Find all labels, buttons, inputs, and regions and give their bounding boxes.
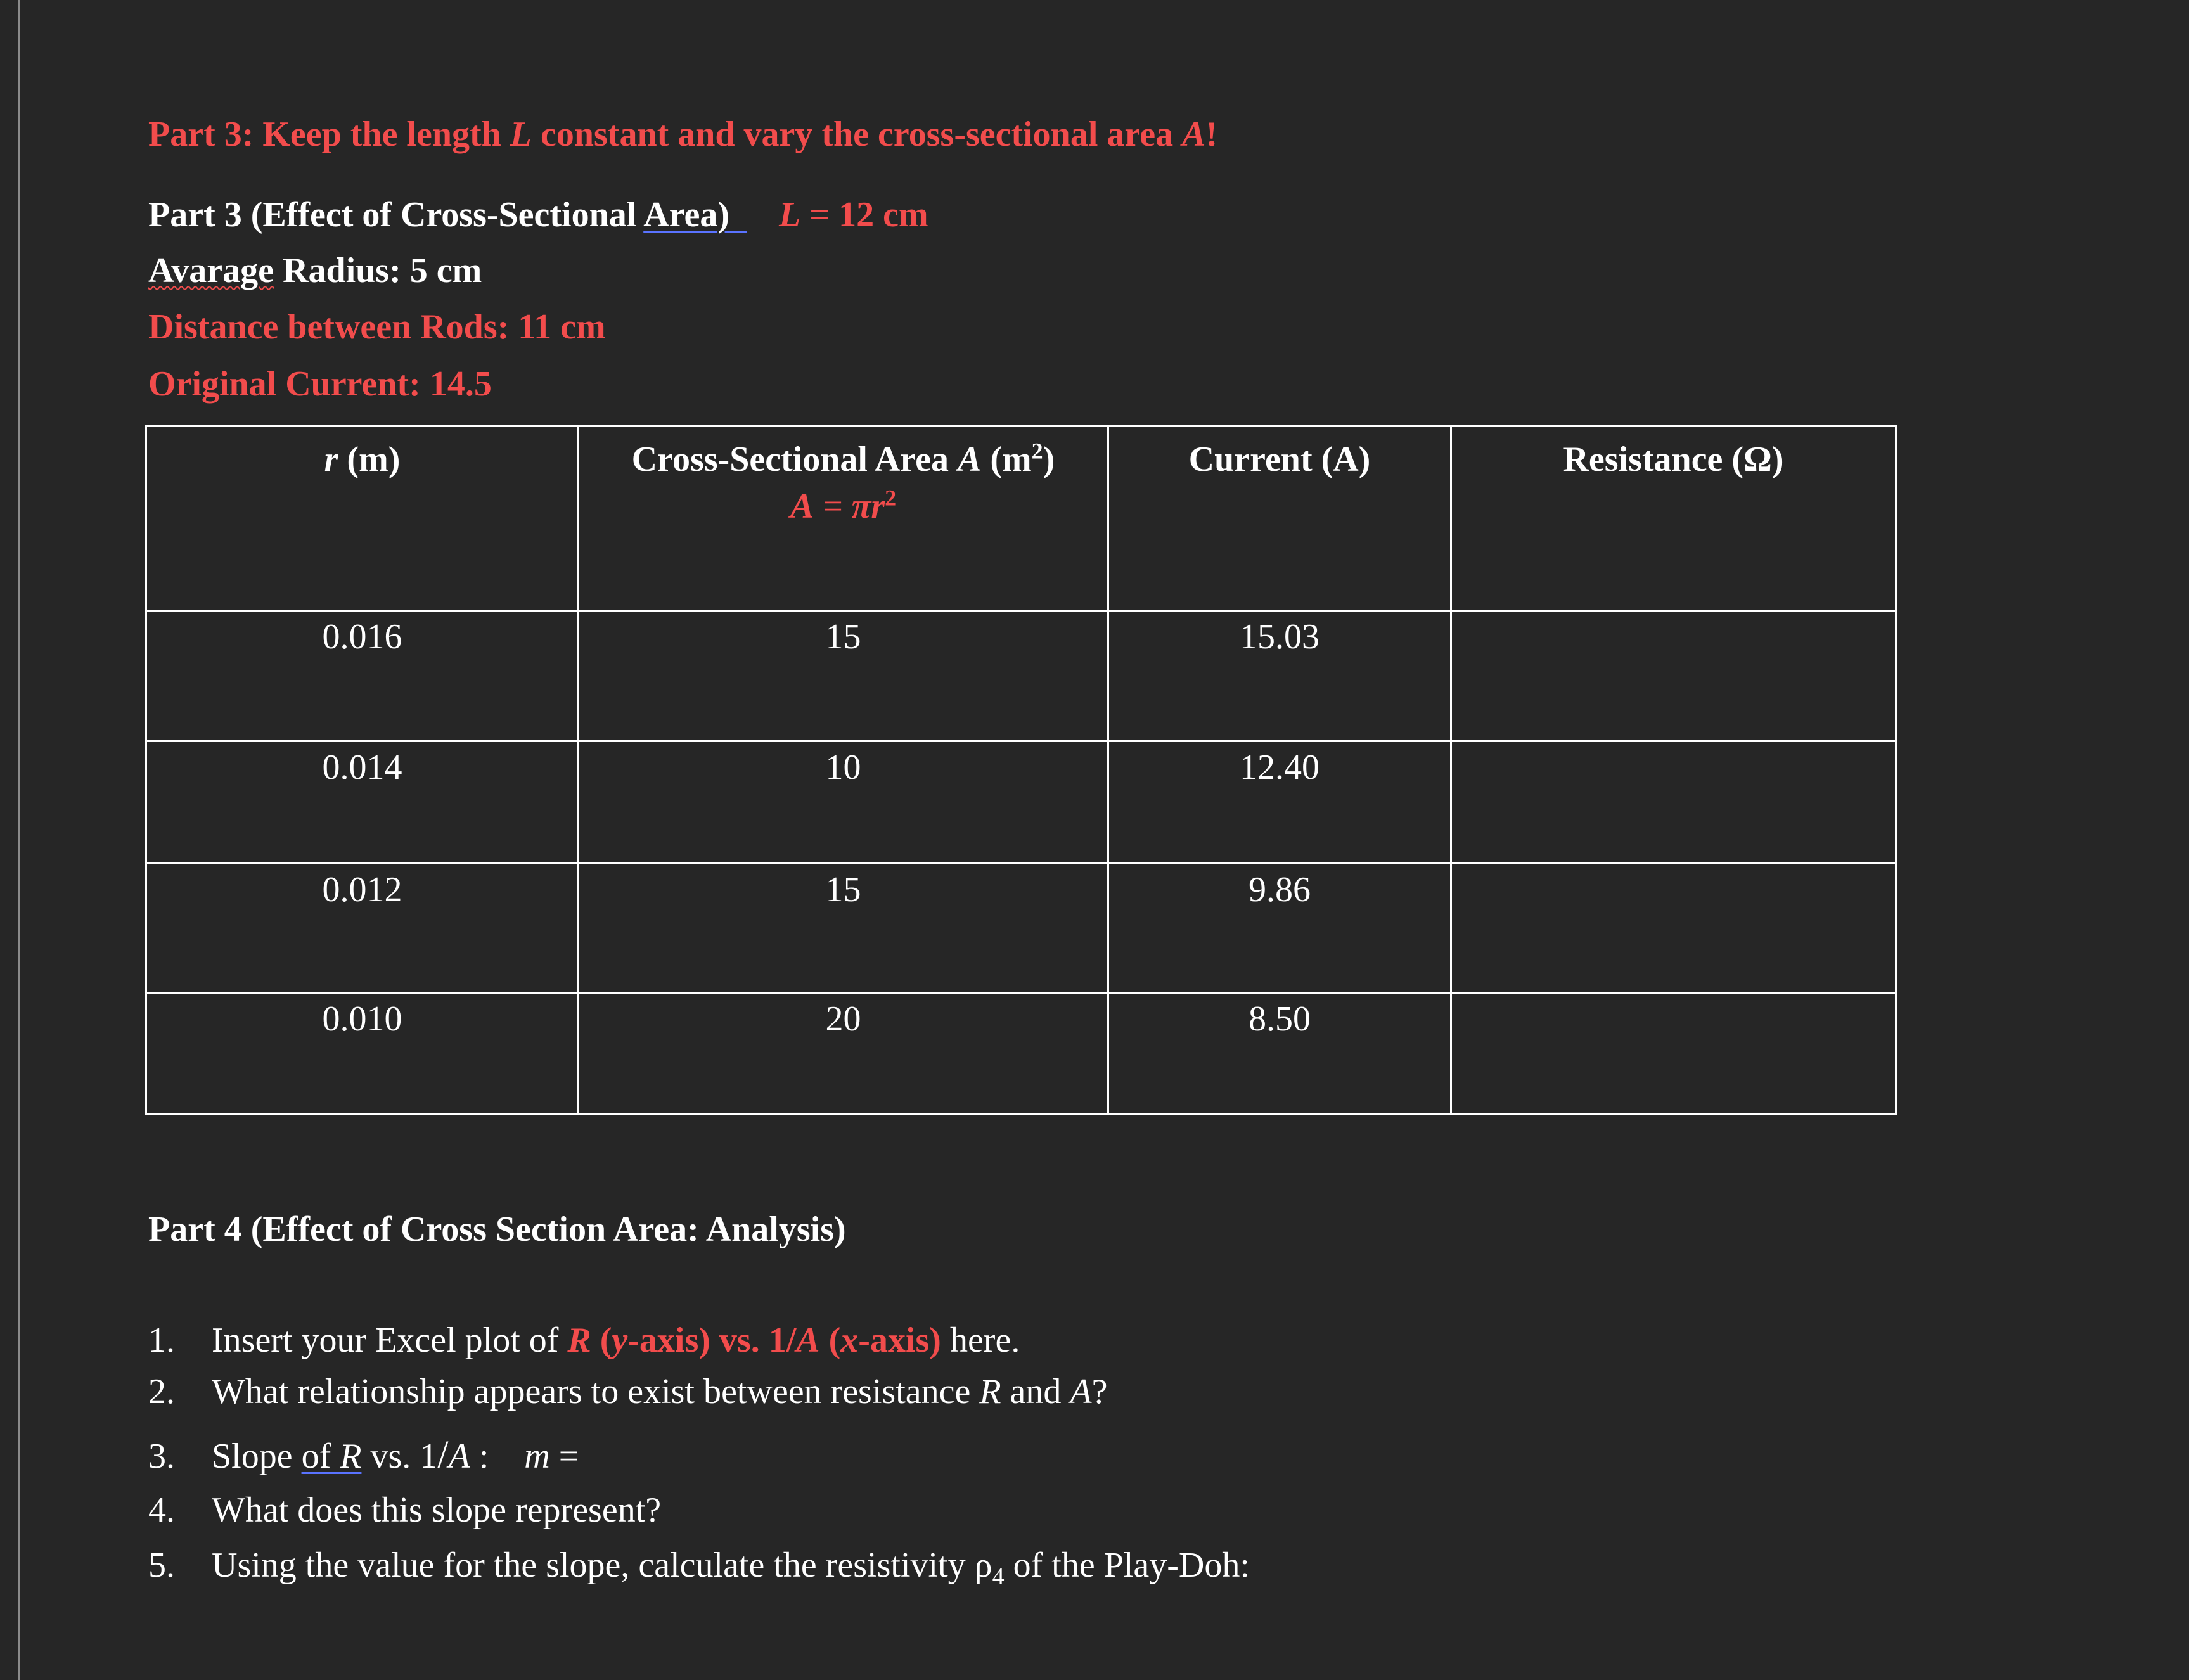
cell-current: 15.03 [1108,611,1451,741]
list-item-2-text: What relationship appears to exist between resistance [212,1372,980,1411]
list-item-number: 1. [148,1321,175,1360]
list-item-number: 4. [148,1491,175,1530]
list-item-3-underlined [302,1437,362,1476]
list-item-3-colon: : [470,1437,489,1476]
list-item-4 [148,1490,661,1530]
part3-title [148,195,928,235]
area-formula-r: r [871,487,885,526]
cell-radius: 0.010 [146,993,579,1114]
list-item-1-after: here. [940,1321,1020,1360]
header-area-unit-exponent: 2 [1031,438,1043,464]
header-area [579,426,1108,611]
cell-radius: 0.014 [146,741,579,863]
cell-current: 8.50 [1108,993,1451,1114]
resistivity-symbol: ρ [974,1546,992,1585]
list-item-3-of: of [301,1437,340,1476]
list-item-1-A: A [796,1321,820,1360]
header-radius-var: r [324,440,338,479]
header-area-prefix: Cross-Sectional Area [631,440,958,479]
table-row [146,993,1896,1114]
area-formula [579,483,1107,530]
list-item-1-text: Insert your Excel plot of [212,1321,568,1360]
list-item-1-x-open: ( [819,1321,841,1360]
cell-resistance[interactable] [1451,863,1896,993]
list-item-2 [148,1371,1107,1412]
table-row [146,863,1896,993]
part3-heading [148,114,1217,155]
part3-heading-prefix: Part 3: Keep the length [148,115,510,154]
part3-heading-middle: constant and vary the cross-sectional area [532,115,1183,154]
list-item-1-x: x [840,1321,859,1360]
cell-resistance[interactable] [1451,993,1896,1114]
length-variable: L [779,195,801,234]
part3-title-text: Part 3 (Effect of Cross-Sectional [148,195,644,234]
cell-area: 15 [579,611,1108,741]
slope-equals: = [549,1437,579,1476]
list-item-5 [148,1545,1250,1591]
table-row [146,741,1896,863]
table-row [146,611,1896,741]
list-item-number: 2. [148,1372,175,1411]
list-item-3 [148,1435,579,1477]
area-formula-exponent: 2 [885,485,897,511]
header-current: Current (A) [1108,426,1451,611]
part3-title-underline-gap [729,195,747,234]
part3-heading-A: A [1182,115,1206,154]
header-radius-unit: (m) [338,440,401,479]
list-item-3-vs: vs. 1 [361,1437,438,1476]
list-item-1 [148,1320,1020,1361]
list-item-number: 5. [148,1546,175,1585]
list-item-3-R: R [340,1437,362,1476]
cross-section-data-table [145,425,1897,1115]
area-formula-lhs: A [790,487,814,526]
area-formula-pi: π [851,487,871,526]
header-radius [146,426,579,611]
part3-heading-suffix: ! [1205,115,1218,154]
average-radius-value: Radius: 5 cm [274,251,482,290]
cell-radius: 0.016 [146,611,579,741]
cell-area: 10 [579,741,1108,863]
list-item-number: 3. [148,1437,175,1476]
list-item-2-and: and [1001,1372,1070,1411]
header-resistance: Resistance (Ω) [1451,426,1896,611]
header-area-unit-close: ) [1043,440,1055,479]
list-item-1-y-close: -axis) vs. 1/ [627,1321,797,1360]
average-radius-misspelled-word: Avarage [148,251,274,290]
header-area-unit: (m [981,440,1032,479]
list-item-3-slash: / [437,1433,449,1477]
original-current: Original Current: 14.5 [148,364,492,404]
cell-resistance[interactable] [1451,611,1896,741]
cell-radius: 0.012 [146,863,579,993]
list-item-2-question-mark: ? [1091,1372,1108,1411]
cell-resistance[interactable] [1451,741,1896,863]
cell-current: 12.40 [1108,741,1451,863]
list-item-3-text: Slope [212,1437,302,1476]
part3-heading-L: L [510,115,532,154]
left-page-margin-rule [18,0,20,1680]
list-item-4-text: What does this slope represent? [212,1491,662,1530]
list-item-1-x-close: -axis) [858,1321,941,1360]
header-area-var: A [958,440,982,479]
part3-title-underlined: Area) [643,195,730,234]
cell-area: 15 [579,863,1108,993]
distance-between-rods: Distance between Rods: 11 cm [148,307,606,347]
resistivity-subscript: 4 [992,1563,1005,1591]
area-formula-eq: = [814,487,852,526]
list-item-2-A: A [1070,1372,1092,1411]
part4-title: Part 4 (Effect of Cross Section Area: Analysis) [148,1210,846,1249]
cell-current: 9.86 [1108,863,1451,993]
average-radius [148,250,482,291]
header-area-title [579,436,1107,483]
list-item-2-R: R [979,1372,1001,1411]
cell-area: 20 [579,993,1108,1114]
list-item-3-A: A [448,1437,470,1476]
slope-variable: m [524,1437,550,1476]
list-item-1-y: y [612,1321,628,1360]
table-header-row [146,426,1896,611]
list-item-5-after: of the Play-Doh: [1004,1546,1250,1585]
list-item-1-y-open: ( [591,1321,612,1360]
length-value: = 12 cm [800,195,928,234]
list-item-5-text: Using the value for the slope, calculate the resistivity [212,1546,975,1585]
list-item-1-R: R [567,1321,591,1360]
